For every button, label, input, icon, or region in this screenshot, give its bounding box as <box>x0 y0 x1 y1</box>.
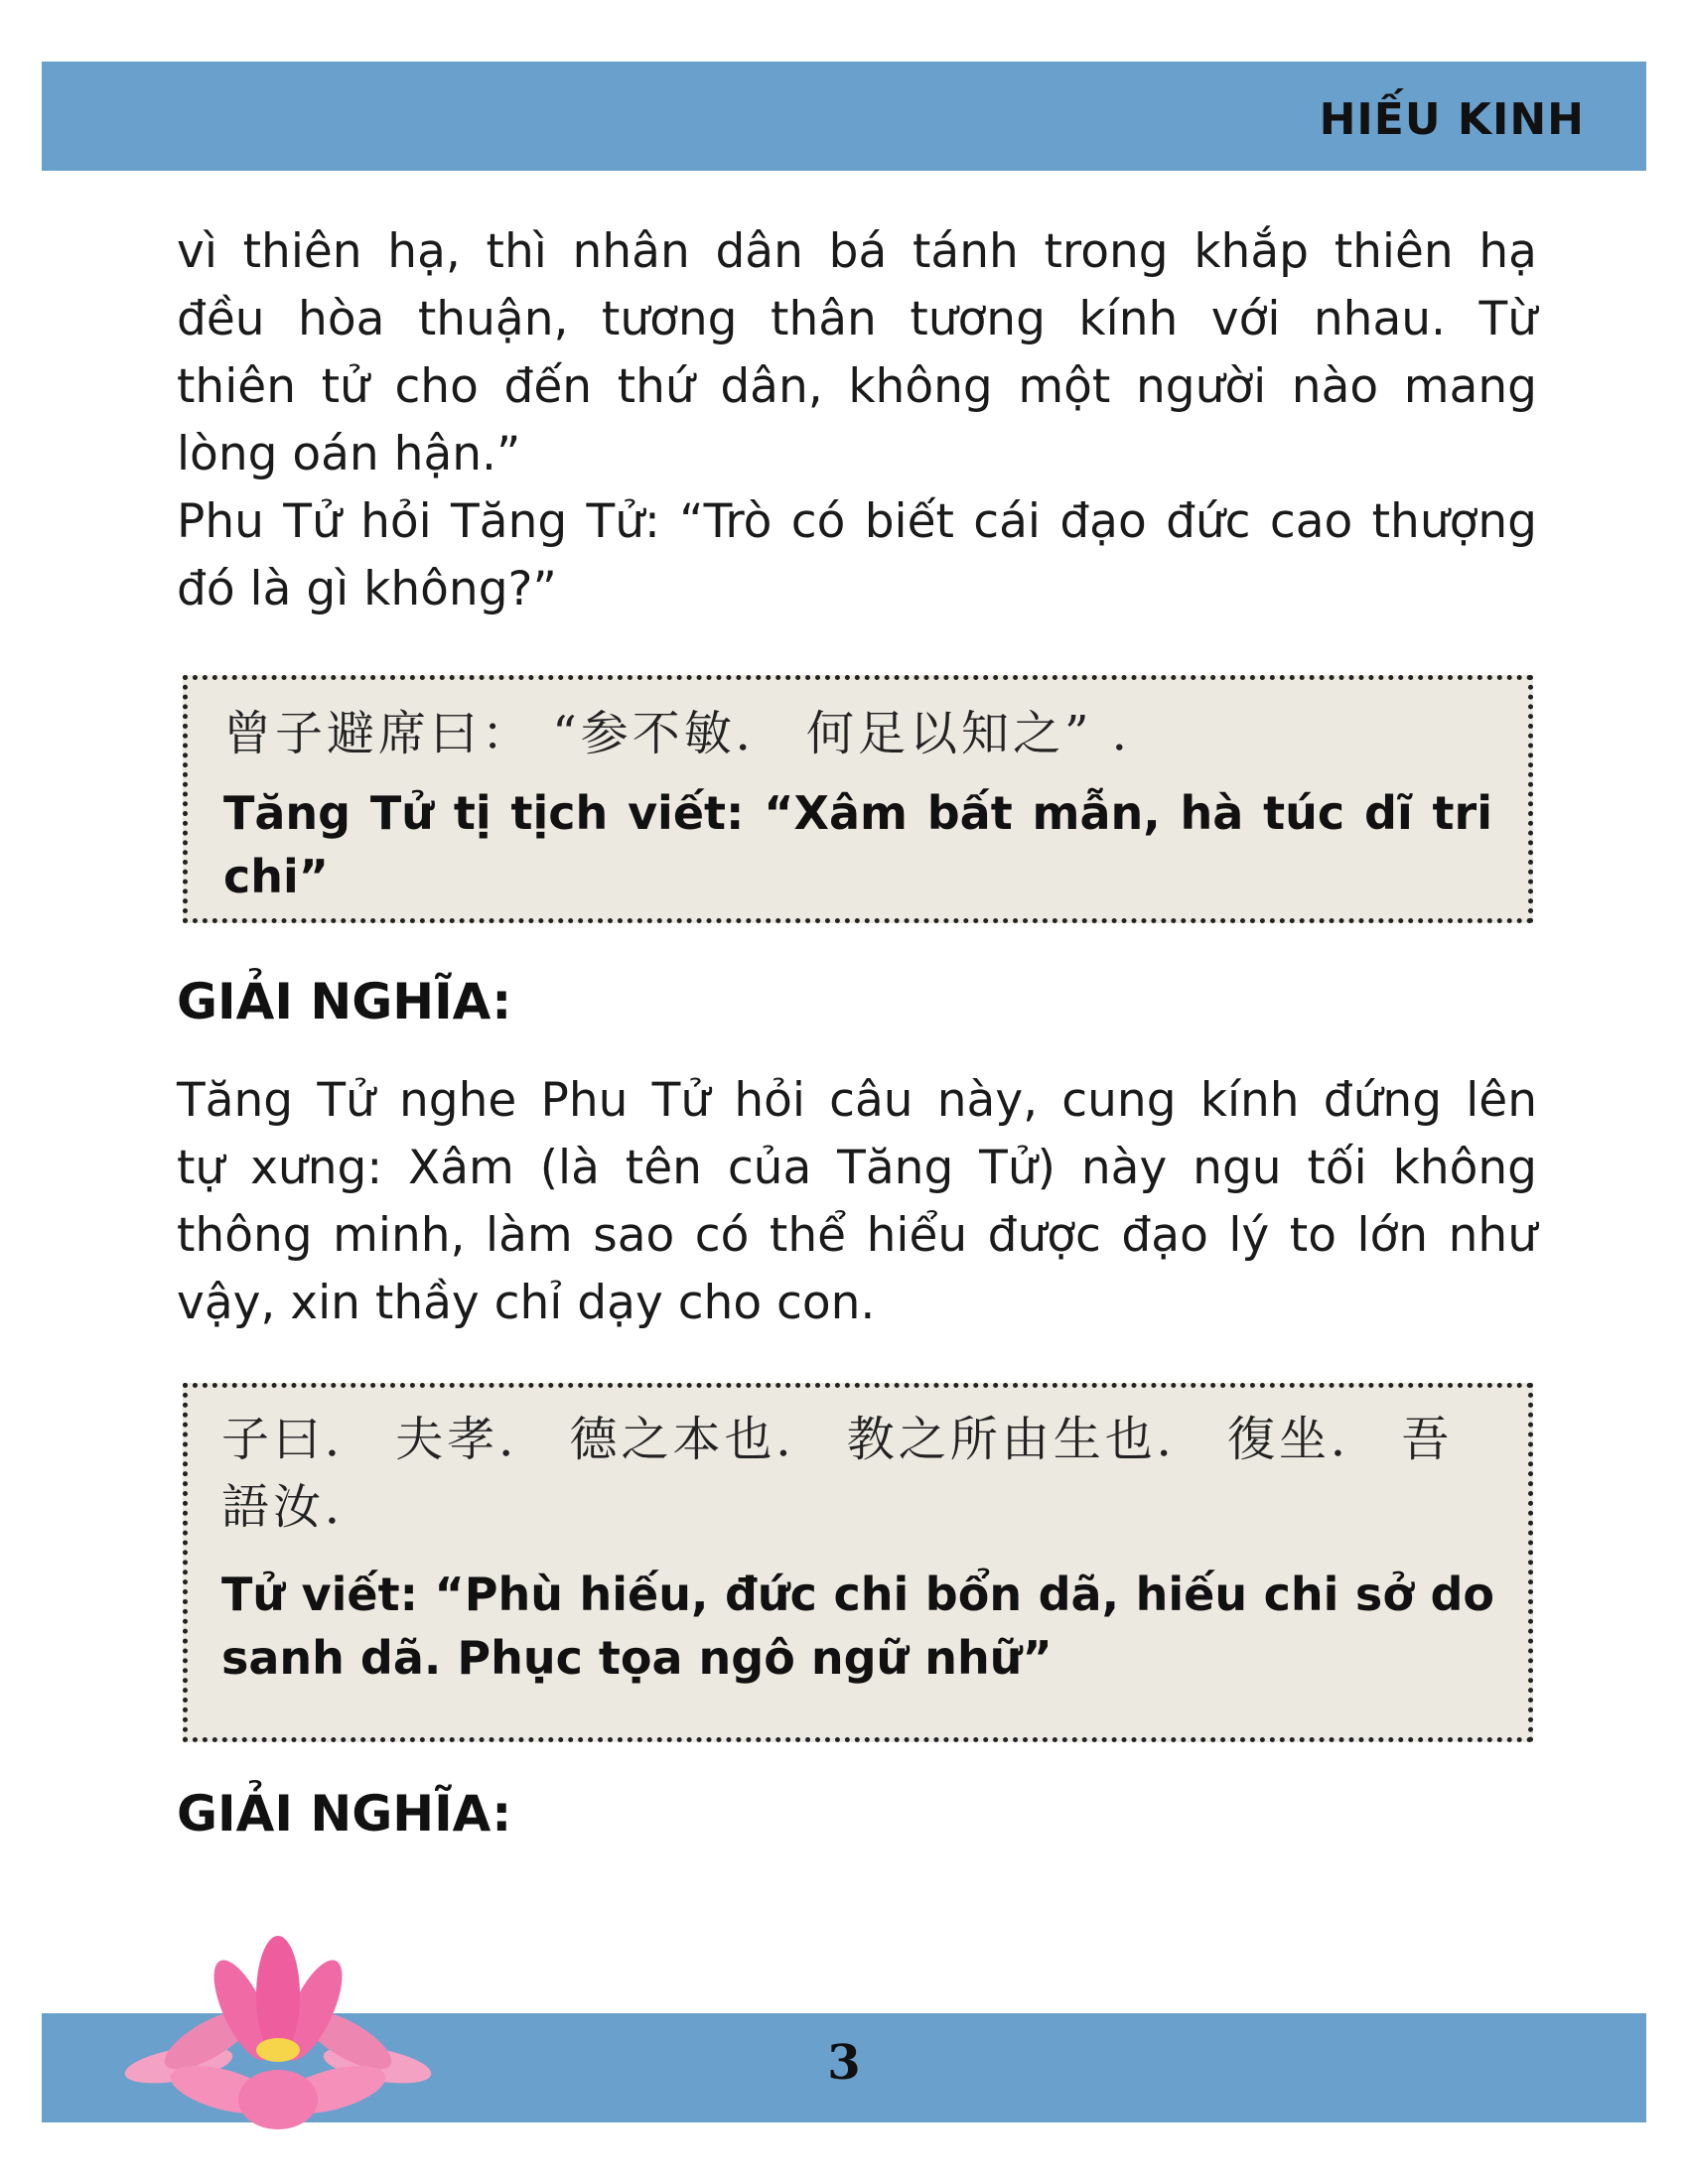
section-heading: GIẢI NGHĨA: <box>177 1785 512 1843</box>
text-line: vì thiên hạ, thì nhân dân bá tánh trong khắp thiên hạ <box>177 224 1537 279</box>
page-number: 3 <box>827 2035 861 2091</box>
lotus-flower-icon <box>119 1931 437 2129</box>
running-header-title: HIẾU KINH <box>1319 94 1585 145</box>
section-heading: GIẢI NGHĨA: <box>177 973 512 1030</box>
text-line: Tăng Tử nghe Phu Tử hỏi câu này, cung kính đứng lên <box>177 1073 1537 1128</box>
text-line: lòng oán hận.” <box>177 427 521 481</box>
paragraph-1 <box>177 218 1537 488</box>
text-line: vậy, xin thầy chỉ dạy cho con. <box>177 1276 876 1330</box>
text-line: Phu Tử hỏi Tăng Tử: “Trò có biết cái đạo đức cao thượng <box>177 494 1537 549</box>
paragraph-2 <box>177 488 1537 623</box>
text-line: tự xưng: Xâm (là tên của Tăng Tử) này ngu tối không <box>177 1141 1537 1195</box>
text-line: đó là gì không?” <box>177 562 557 616</box>
chinese-quote: 子曰． 夫孝． 德之本也． 教之所由生也． 復坐． 吾語汝． <box>221 1412 1454 1535</box>
vietnamese-transliteration: Tăng Tử tị tịch viết: “Xâm bất mẫn, hà túc dĩ tri chi” <box>223 786 1492 903</box>
paragraph-3 <box>177 1067 1537 1337</box>
quote-box-1 <box>183 675 1533 923</box>
vietnamese-transliteration: Tử viết: “Phù hiếu, đức chi bổn dã, hiếu chi sở do sanh dã. Phục tọa ngô ngữ nhữ” <box>221 1568 1494 1685</box>
text-line: đều hòa thuận, tương thân tương kính với nhau. Từ <box>177 292 1537 346</box>
text-line: thiên tử cho đến thứ dân, không một người nào mang <box>177 359 1537 414</box>
text-line: thông minh, làm sao có thể hiểu được đạo lý to lớn như <box>177 1208 1537 1263</box>
quote-box-2 <box>183 1383 1533 1742</box>
chinese-quote: 曾子避席曰： “参不敏． 何足以知之” ． <box>223 706 1164 761</box>
